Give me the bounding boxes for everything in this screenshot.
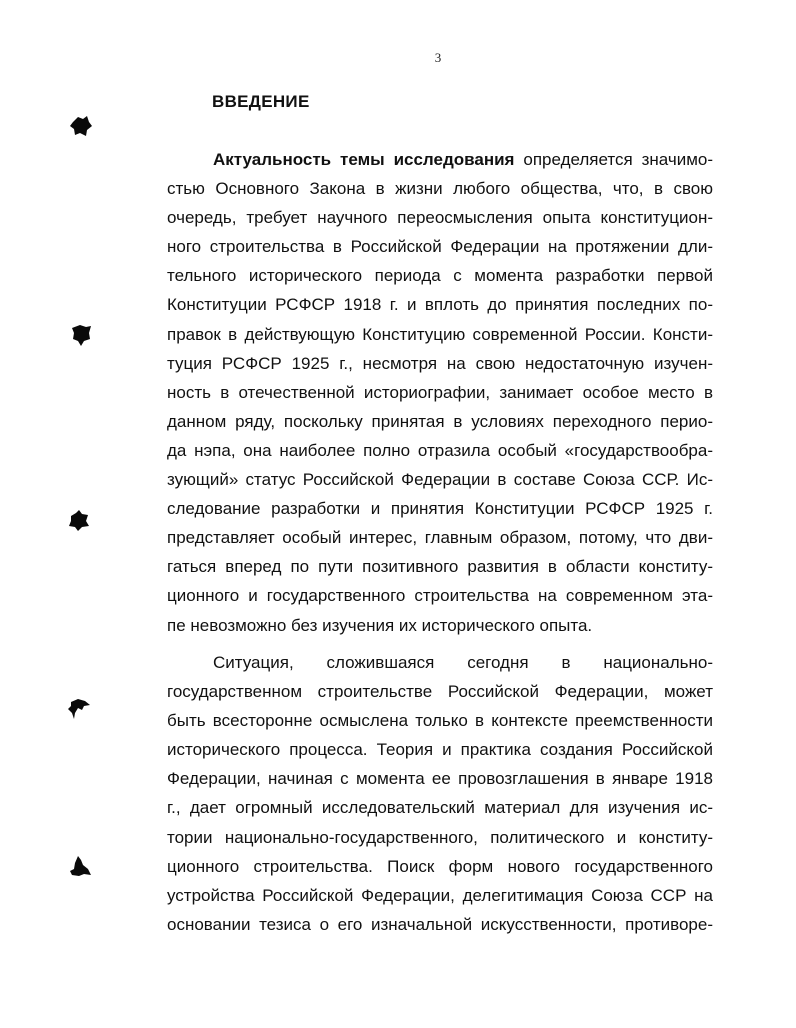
paragraph-line: Ситуация, сложившаяся сегодня в национально- — [213, 653, 713, 672]
paragraph-line: стью Основного Закона в жизни любого общества, что, в свою — [167, 179, 713, 199]
paragraph-line: данном ряду, поскольку принятая в условиях переходного перио- — [167, 411, 713, 431]
paragraph-line: следование разработки и принятия Конституции РСФСР 1925 г. — [167, 499, 713, 519]
paragraph-line: Федерации, начиная с момента ее провозглашения в январе 1918 — [167, 769, 713, 789]
paragraph-line: зующий» статус Российской Федерации в составе Союза ССР. Ис- — [167, 470, 713, 490]
paragraph-line: ность в отечественной историографии, занимает особое место в — [167, 382, 713, 402]
page-number: 3 — [434, 50, 442, 65]
blot-mark-2 — [68, 322, 94, 348]
paragraph-line: гаться вперед по пути позитивного развития в области конститу- — [167, 557, 713, 577]
paragraph-line: исторического процесса. Теория и практика создания Российской — [167, 740, 713, 760]
paragraph-line: ного строительства в Российской Федерации на протяжении дли- — [167, 237, 713, 257]
paragraph-line: представляет особый интерес, главным образом, потому, что дви- — [167, 528, 713, 548]
blot-mark-1 — [68, 113, 94, 139]
paragraph-line — [167, 145, 713, 174]
paragraph-line: тельного исторического периода с момента разработки первой — [167, 266, 713, 286]
paragraph-relevance — [167, 145, 713, 640]
paragraph-line: государственном строительстве Российской Федерации, может — [167, 682, 713, 702]
paragraph-line: ционного строительства. Поиск форм нового государственного — [167, 856, 713, 876]
blot-mark-4 — [65, 695, 91, 721]
blot-mark-5 — [67, 853, 93, 879]
paragraph-line: правок в действующую Конституцию современной России. Консти- — [167, 324, 713, 344]
paragraph-line: основании тезиса о его изначальной искусственности, противоре- — [167, 914, 713, 934]
line-text: определяется значимо- — [514, 150, 714, 169]
paragraph-line: быть всесторонне осмыслена только в контексте преемственности — [167, 711, 713, 731]
paragraph-line: г., дает огромный исследовательский материал для изучения ис- — [167, 798, 713, 818]
paragraph-line: тории национально-государственного, политического и конститу- — [167, 827, 713, 847]
paragraph-line: устройства Российской Федерации, делегитимация Союза ССР на — [167, 885, 713, 905]
paragraph-line: пе невозможно без изучения их исторического опыта. — [167, 615, 593, 635]
lead-phrase: Актуальность темы исследования — [213, 150, 515, 169]
paragraph-situation — [167, 648, 713, 939]
blot-mark-3 — [65, 508, 91, 534]
page-title: ВВЕДЕНИЕ — [212, 92, 310, 111]
paragraph-line: туция РСФСР 1925 г., несмотря на свою недостаточную изучен- — [167, 353, 713, 373]
paragraph-line: ционного и государственного строительства на современном эта- — [167, 586, 713, 606]
paragraph-line: да нэпа, она наиболее полно отразила особый «государствообра- — [167, 440, 713, 460]
paragraph-line: очередь, требует научного переосмысления опыта конституцион- — [167, 208, 713, 228]
paragraph-line: Конституции РСФСР 1918 г. и вплоть до принятия последних по- — [167, 295, 713, 315]
